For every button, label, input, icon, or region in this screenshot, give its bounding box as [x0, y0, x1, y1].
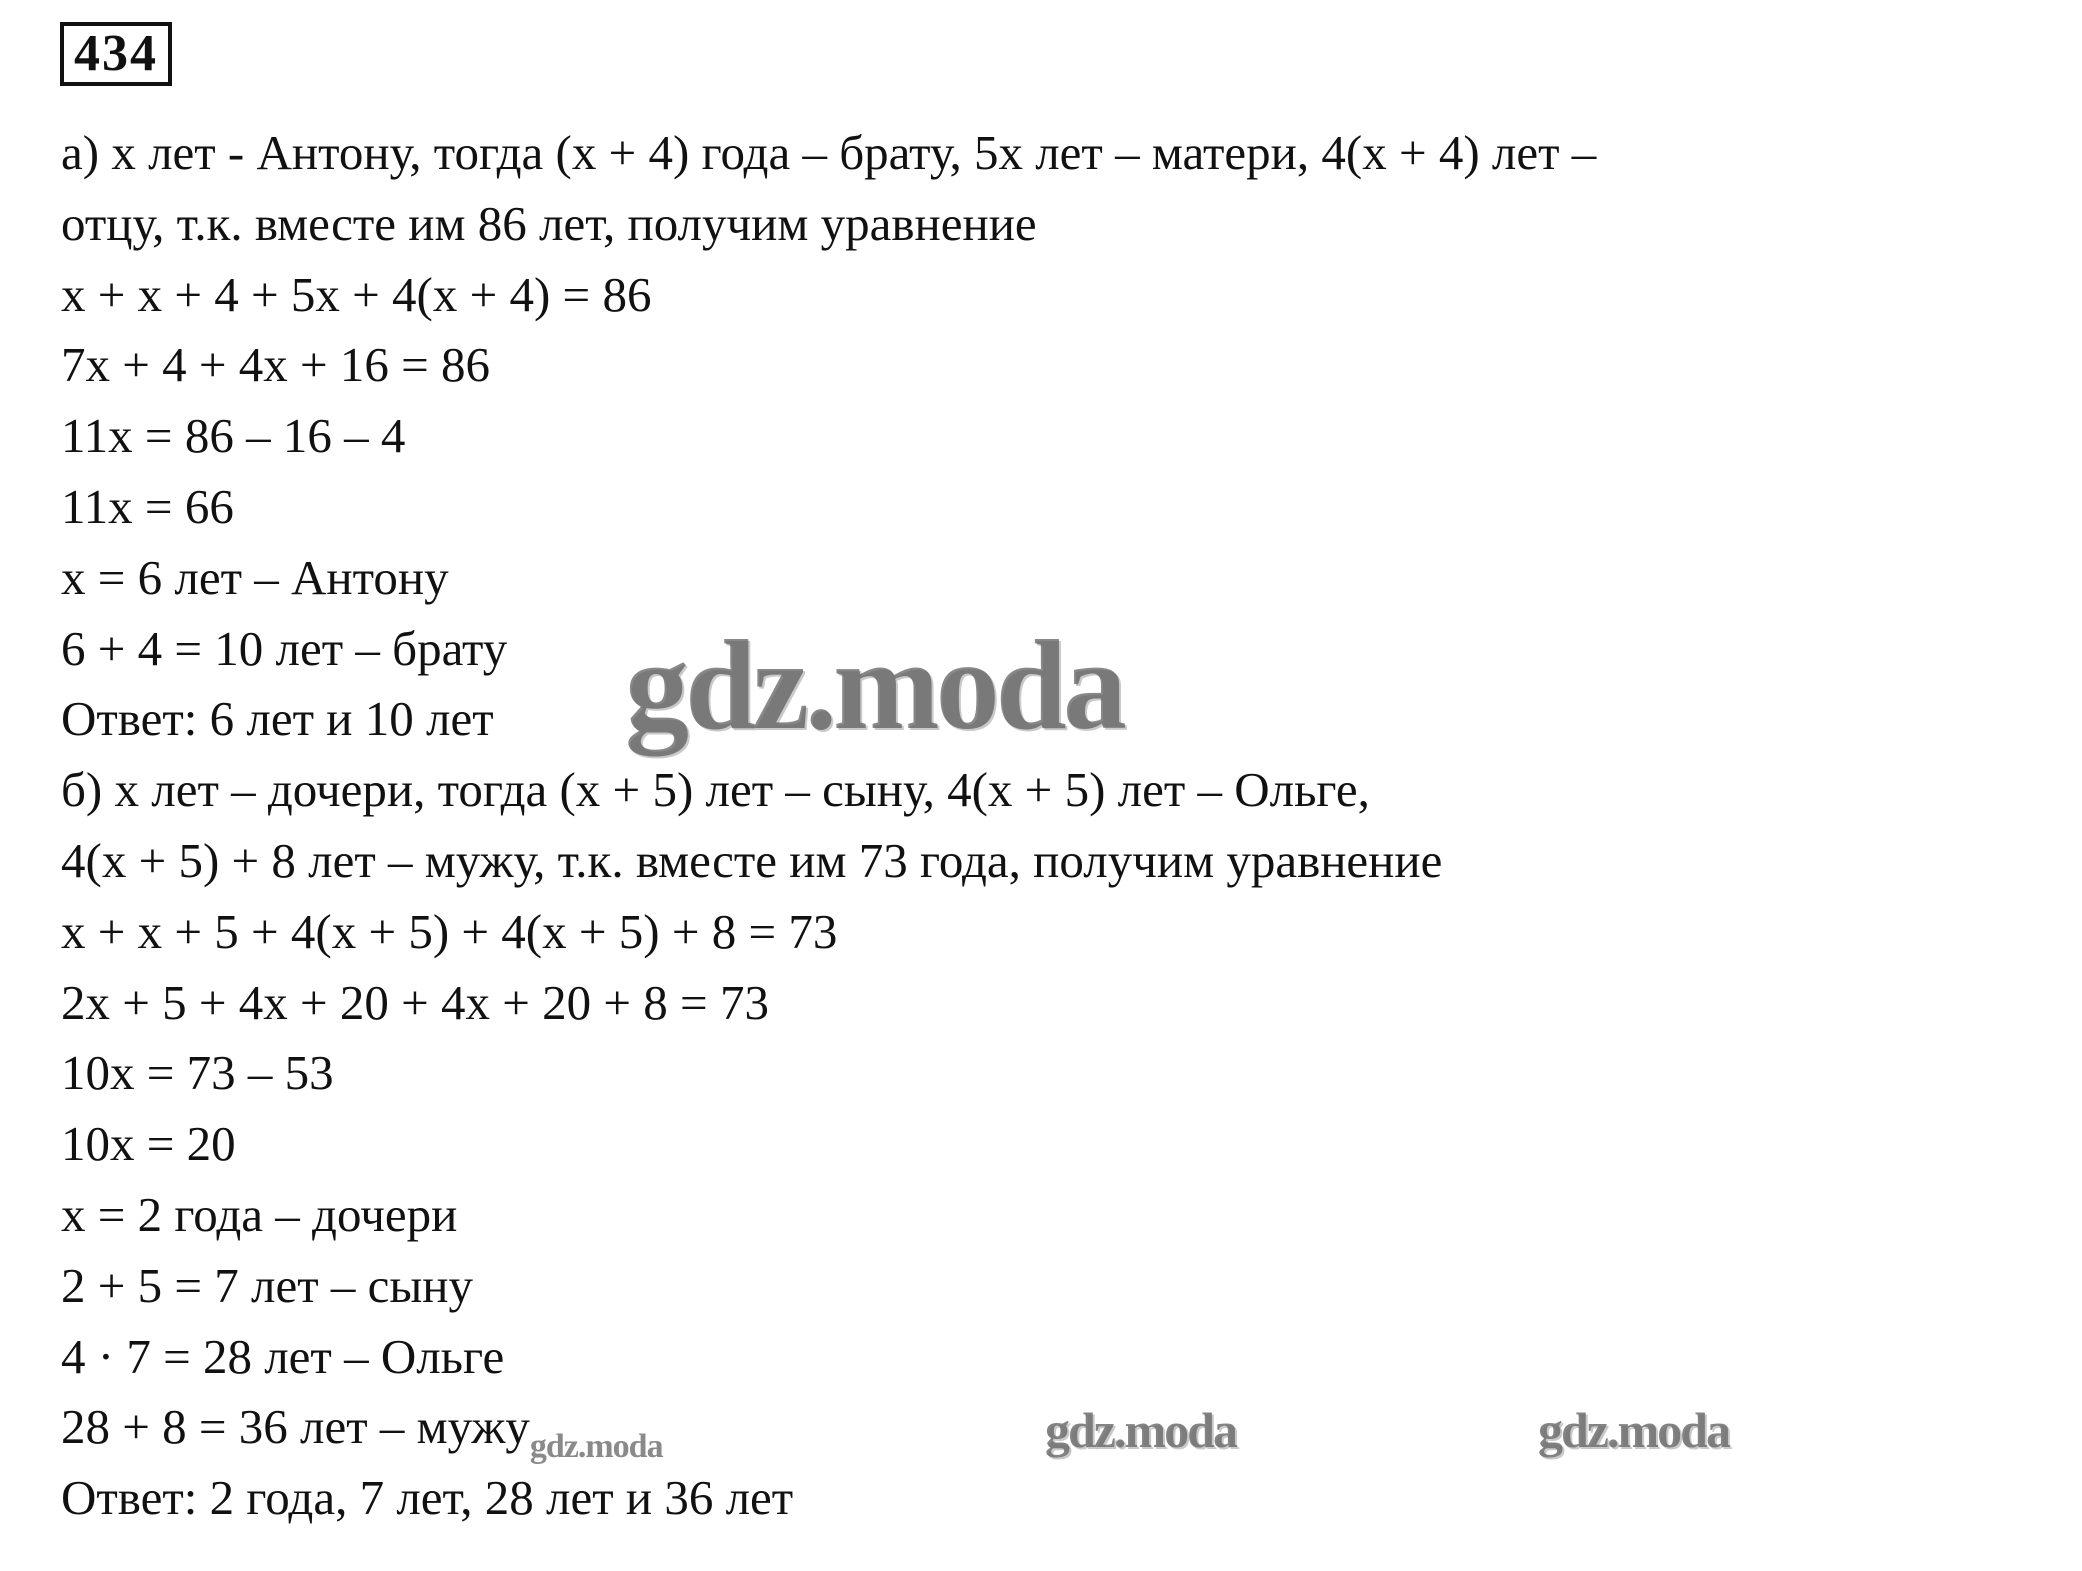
answer-line: Ответ: 2 года, 7 лет, 28 лет и 36 лет — [61, 1470, 794, 1526]
equation-text: 28 + 8 = 36 лет – мужу — [61, 1399, 530, 1455]
equation-line: 10х = 73 – 53 — [61, 1045, 334, 1101]
watermark-small: gdz.moda — [1538, 1402, 1729, 1458]
answer-line: Ответ: 6 лет и 10 лет — [61, 691, 494, 747]
task-number-box: 434 — [60, 22, 172, 86]
equation-line: 11х = 66 — [61, 478, 234, 534]
solution-line: отцу, т.к. вместе им 86 лет, получим уравнение — [61, 195, 1037, 251]
equation-line-with-watermark — [61, 1392, 2041, 1466]
equation-line: 4 · 7 = 28 лет – Ольге — [61, 1328, 505, 1384]
equation-line: х + х + 5 + 4(х + 5) + 4(х + 5) + 8 = 73 — [61, 903, 838, 959]
watermark-large: gdz.moda — [625, 614, 1123, 756]
equation-line: 2 + 5 = 7 лет – сыну — [61, 1257, 474, 1313]
equation-line: х = 2 года – дочери — [61, 1186, 458, 1242]
equation-line: 2х + 5 + 4х + 20 + 4х + 20 + 8 = 73 — [61, 974, 769, 1030]
solution-line: б) х лет – дочери, тогда (х + 5) лет – сыну, 4(х + 5) лет – Ольге, — [61, 762, 1370, 818]
watermark-inline: gdz.moda — [529, 1428, 663, 1466]
solution-line: 4(х + 5) + 8 лет – мужу, т.к. вместе им 73 года, получим уравнение — [61, 832, 1443, 888]
equation-line: 11х = 86 – 16 – 4 — [61, 408, 406, 464]
watermark-small: gdz.moda — [1045, 1402, 1236, 1458]
equation-line: х + х + 4 + 5х + 4(х + 4) = 86 — [61, 266, 652, 322]
equation-line: 7х + 4 + 4х + 16 = 86 — [61, 337, 491, 393]
equation-line: 6 + 4 = 10 лет – брату — [61, 620, 508, 676]
equation-line: 10х = 20 — [61, 1116, 236, 1172]
solution-text — [61, 118, 2041, 1534]
solution-line: а) х лет - Антону, тогда (х + 4) года – брату, 5х лет – матери, 4(х + 4) лет – — [61, 125, 1597, 180]
equation-line: х = 6 лет – Антону — [61, 549, 449, 605]
